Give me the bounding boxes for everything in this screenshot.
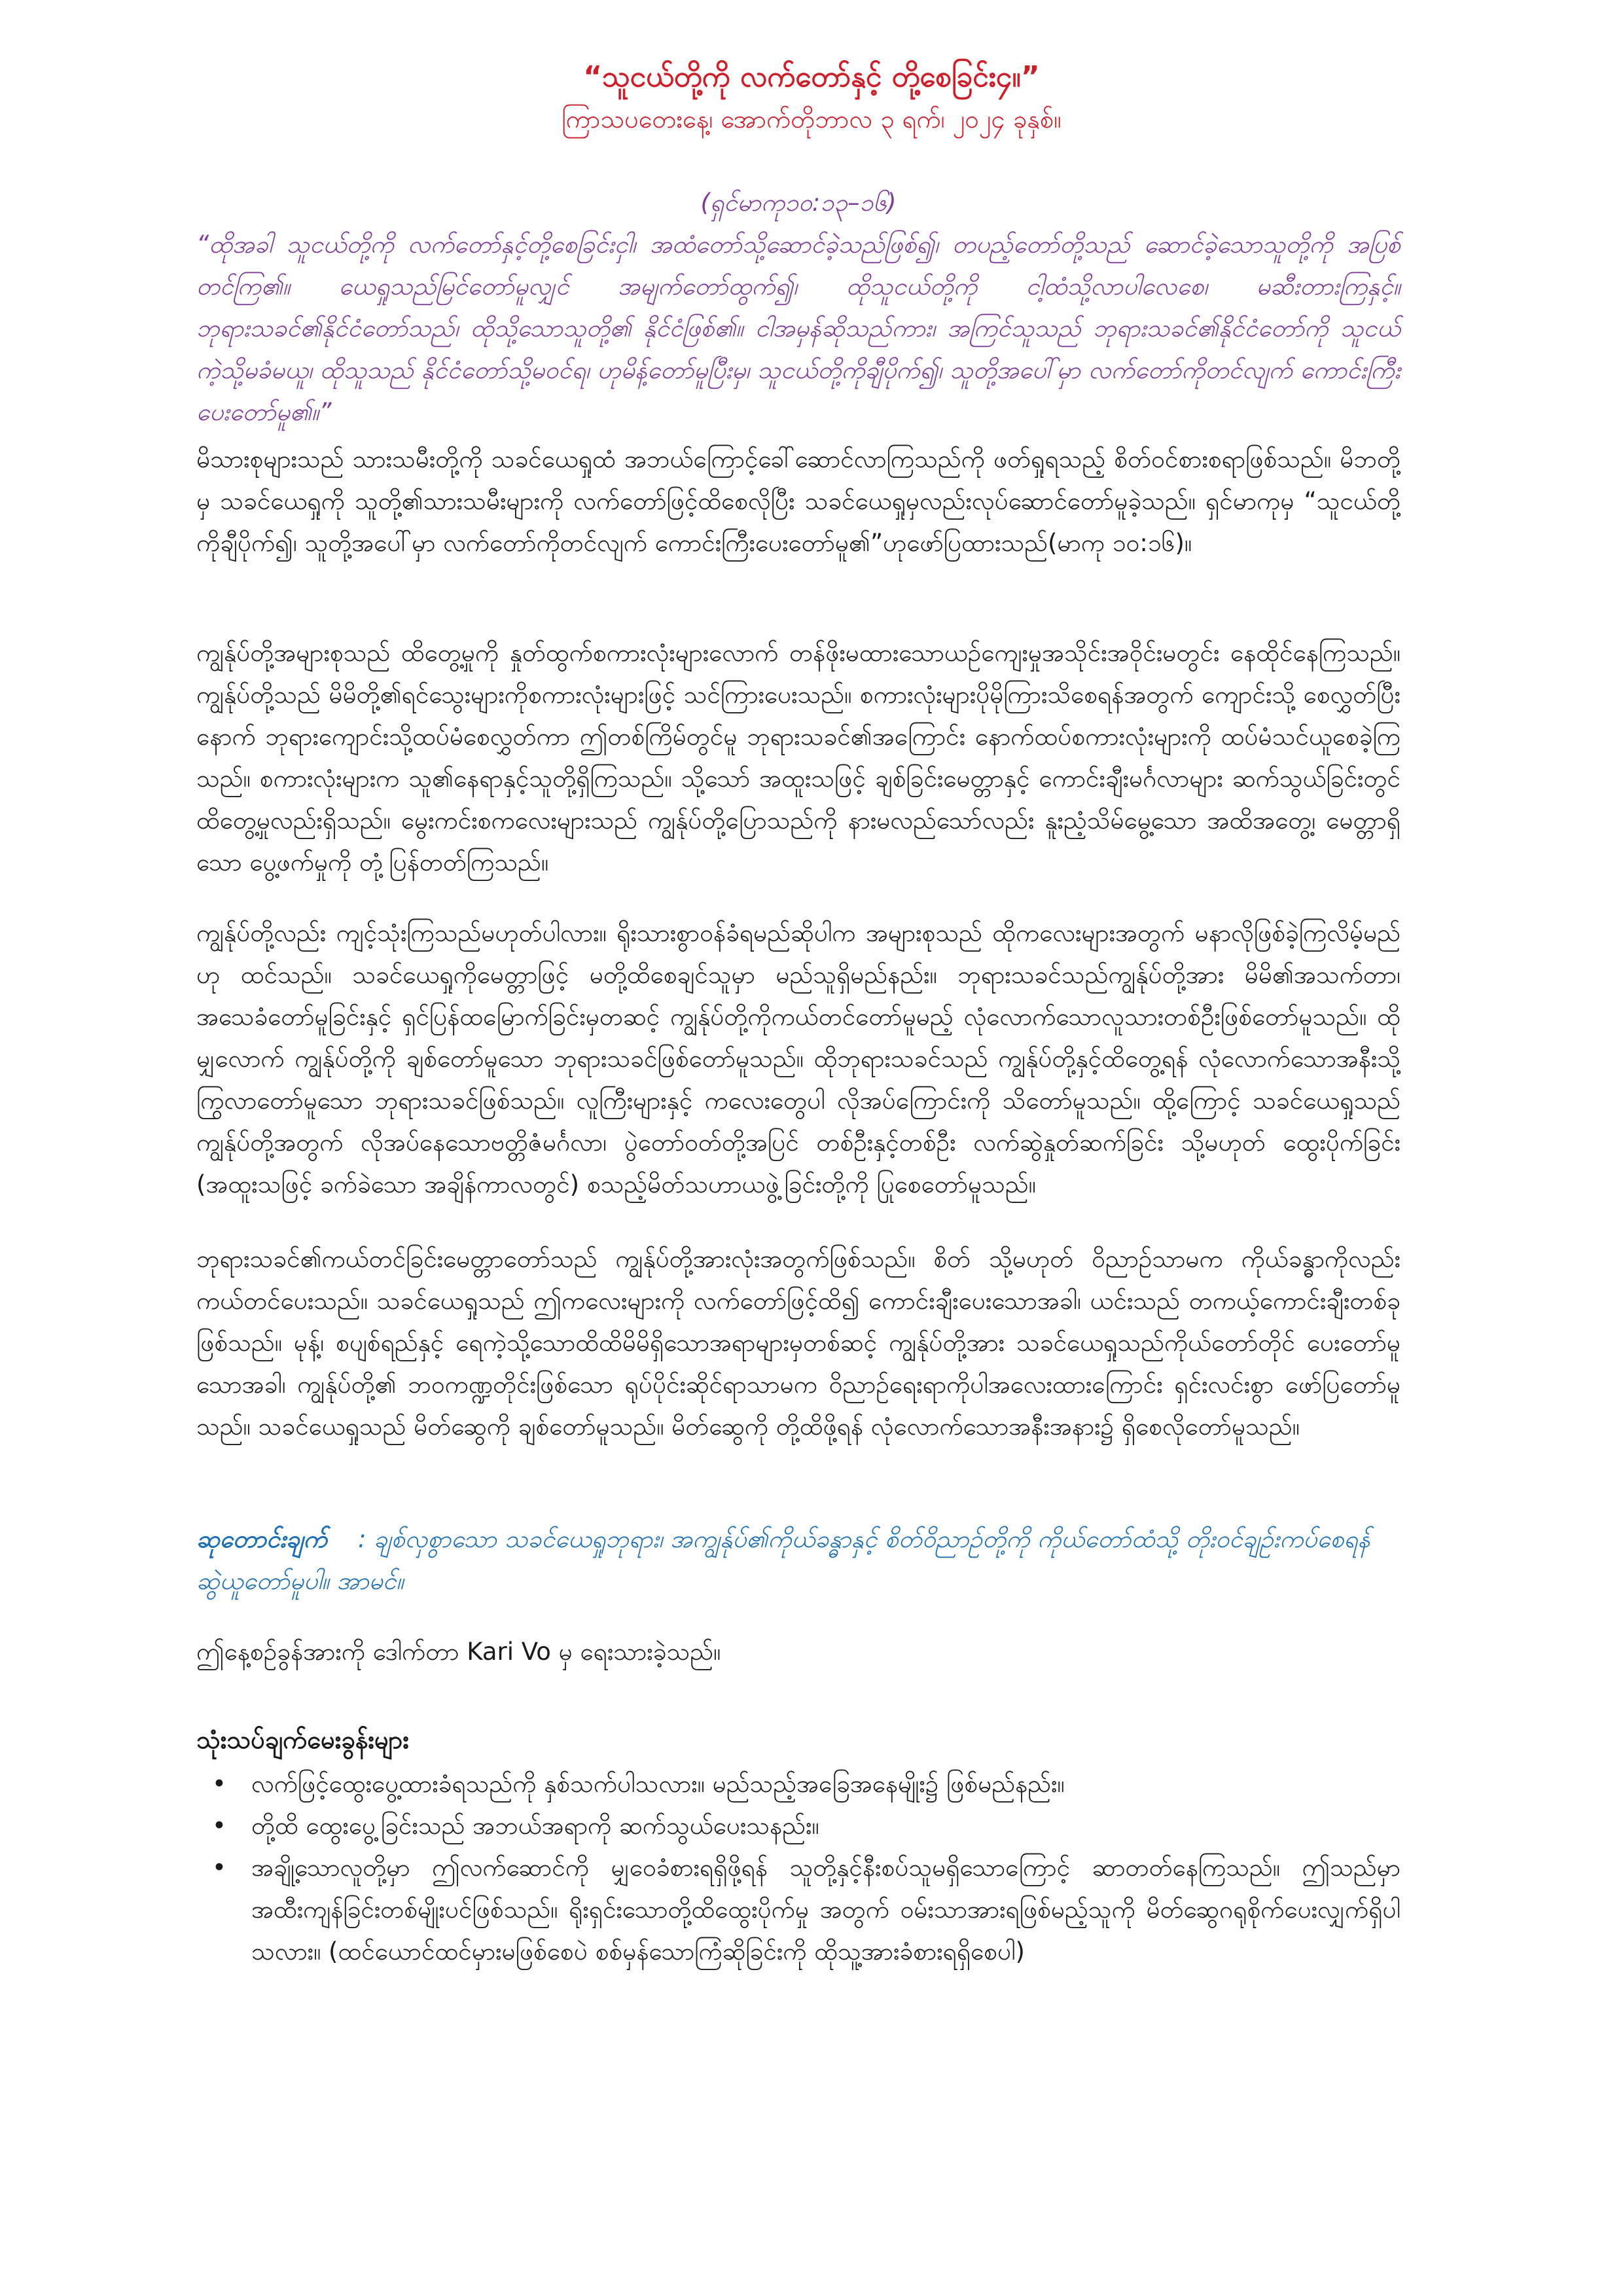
list-item bbox=[196, 1763, 1400, 1805]
bullet-icon: • bbox=[212, 1812, 226, 1840]
questions-heading: သုံးသပ်ချက်မေးခွန်းများ bbox=[196, 1725, 410, 1754]
body-paragraph: ဘုရားသခင်၏ကယ်တင်ခြင်းမေတ္တာတော်သည် ကျွန်ုပ်တို့အားလုံးအတွက်ဖြစ်သည်။ စိတ် သို့မဟုတ် ဝိညာဉ်သာမက ကိုယ်ခန္ဓာကိုလည်း ကယ်တင်ပေးသည်။ သခင်ယေရှုသည် ဤကလေးများကို လက်တော်ဖြင့်ထိ၍ ကောင်းချီးပေးသောအခါ၊ ယင်းသည် တကယ့်ကောင်းချီးတစ်ခုဖြစ်သည်။ မုန့်၊ စပျစ်ရည်နှင့် ရေကဲ့သို့သောထိထိမိမိရှိသောအရာများမှတစ်ဆင့် ကျွန်ုပ်တို့အား သခင်ယေရှုသည်ကိုယ်တော်တိုင် ပေးတော်မူသောအခါ၊ ကျွန်ုပ်တို့၏ ဘဝကဏ္ဍတိုင်းဖြစ်သော ရုပ်ပိုင်းဆိုင်ရာသာမက ဝိညာဉ်ရေးရာကိုပါအလေးထားကြောင်း ရှင်းလင်းစွာ ဖော်ပြတော်မူသည်။ သခင်ယေရှုသည် မိတ်ဆွေကို ချစ်တော်မူသည်။ မိတ်ဆွေကို တို့ထိဖို့ရန် လုံလောက်သောအနီးအနား၌ ရှိစေလိုတော်မူသည်။ bbox=[196, 1245, 1400, 1441]
questions-list bbox=[196, 1763, 1400, 1973]
bullet-icon: • bbox=[212, 1770, 226, 1798]
bullet-icon: • bbox=[212, 1854, 226, 1882]
body-paragraph: ကျွန်ုပ်တို့အများစုသည် ထိတွေ့မှုကို နှုတ်ထွက်စကားလုံးများလောက် တန်ဖိုးမထားသောယဉ်ကျေးမှုအသိုင်းအဝိုင်းမတွင်း နေထိုင်နေကြသည်။ ကျွန်ုပ်တို့သည် မိမိတို့၏ရင်သွေးများကိုစကားလုံးများဖြင့် သင်ကြားပေးသည်။ စကားလုံးများပိုမိုကြားသိစေရန်အတွက် ကျောင်းသို့ စေလွှတ်ပြီး နောက် ဘုရားကျောင်းသို့ထပ်မံစေလွှတ်ကာ ဤတစ်ကြိမ်တွင်မူ ဘုရားသခင်၏အကြောင်း နောက်ထပ်စကားလုံးများကို ထပ်မံသင်ယူစေခဲ့ကြသည်။ စကားလုံးများက သူ၏နေရာနှင့်သူတို့ရှိကြသည်။ သို့သော် အထူးသဖြင့် ချစ်ခြင်းမေတ္တာနှင့် ကောင်းချီးမင်္ဂလာများ ဆက်သွယ်ခြင်းတွင် ထိတွေ့မှုလည်းရှိသည်။ မွေးကင်းစကလေးများသည် ကျွန်ုပ်တို့ပြောသည်ကို နားမလည်သော်လည်း နူးညံ့သိမ်မွေ့သော အထိအတွေ့၊ မေတ္တာရှိသော ပွေ့ဖက်မှုကို တုံ့ပြန်တတ်ကြသည်။ bbox=[196, 639, 1400, 876]
page-title: “သူငယ်တို့ကို လက်တော်နှင့် တို့စေခြင်း၄။” bbox=[583, 60, 1040, 94]
question-text: တို့ထိ ထွေးပွေ့ခြင်းသည် အဘယ်အရာကို ဆက်သွယ်ပေးသနည်း။ bbox=[251, 1812, 819, 1840]
list-item bbox=[196, 1847, 1400, 1973]
question-text: အချို့သောလူတို့မှာ ဤလက်ဆောင်ကို မျှဝေခံစားရရှိဖို့ရန် သူတို့နှင့်နီးစပ်သူမရှိသောကြောင့် ဆာတတ်နေကြသည်။ ဤသည်မှာ အထီးကျန်ခြင်းတစ်မျိုးပင်ဖြစ်သည်။ ရိုးရှင်းသောတို့ထိထွေးပိုက်မှု အတွက် ဝမ်းသာအားရဖြစ်မည့်သူကို မိတ်ဆွေဂရုစိုက်ပေးလျှက်ရှိပါသလား။ (ထင်ယောင်ထင်မှားမဖြစ်စေပဲ စစ်မှန်သောကြံဆိုခြင်းကို ထိုသူ့အားခံစားရရှိစေပါ) bbox=[251, 1854, 1400, 1965]
scripture-block bbox=[196, 182, 1400, 433]
prayer-block bbox=[196, 1518, 1400, 1602]
list-item bbox=[196, 1805, 1400, 1847]
author-line: ဤနေ့စဉ်ခွန်အားကို ဒေါက်တာ Kari Vo မှ ရေးသားခဲ့သည်။ bbox=[196, 1638, 721, 1666]
date-line: ကြာသပတေးနေ့၊ အောက်တိုဘာလ ၃ ရက်၊ ၂၀၂၄ ခုနှစ်။ bbox=[562, 105, 1061, 134]
scripture-reference: (ရှင်မာကု၁၀:၁၃–၁၆) bbox=[700, 188, 897, 217]
question-text: လက်ဖြင့်ထွေးပွေ့ထားခံရသည်ကို နှစ်သက်ပါသလား။ မည်သည့်အခြေအနေမျိုး၌ ဖြစ်မည်နည်း။ bbox=[251, 1770, 1065, 1798]
scripture-quote: “ထိုအခါ သူငယ်တို့ကို လက်တော်နှင့်တို့စေခြင်းငှါ၊ အထံတော်သို့ဆောင်ခဲ့သည်ဖြစ်၍၊ တပည့်တော်တို့သည် ဆောင်ခဲ့သောသူတို့ကို အပြစ် တင်ကြ၏။ ယေရှုသည်မြင်တော်မူလျှင် အမျက်တော်ထွက်၍၊ ထိုသူငယ်တို့ကို ငါ့ထံသို့လာပါလေစေ၊ မဆီးတားကြနှင့်။ ဘုရားသခင်၏နိုင်ငံတော်သည်၊ ထိုသို့သောသူတို့၏ နိုင်ငံဖြစ်၏။ ငါအမှန်ဆိုသည်ကား၊ အကြင်သူသည် ဘုရားသခင်၏နိုင်ငံတော်ကို သူငယ်ကဲ့သို့မခံမယူ၊ ထိုသူသည် နိုင်ငံတော်သို့မဝင်ရ၊ ဟုမိန့်တော်မူပြီးမှ၊ သူငယ်တို့ကိုချီပိုက်၍၊ သူတို့အပေါ်မှာ လက်တော်ကိုတင်လျက် ကောင်းကြီးပေးတော်မူ၏။” bbox=[196, 230, 1400, 426]
prayer-label: ဆုတောင်းချက် bbox=[196, 1525, 327, 1553]
prayer-text: : ချစ်လှစွာသော သခင်ယေရှုဘုရား၊ အကျွန်ုပ်၏ကိုယ်ခန္ဓာနှင့် စိတ်ဝိညာဉ်တို့ကို ကိုယ်တော်ထံသို့ တိုးဝင်ချဉ်းကပ်စေရန် ဆွဲယူတော်မူပါ။ အာမင်။ bbox=[196, 1525, 1370, 1595]
body-paragraph: မိသားစုများသည် သားသမီးတို့ကို သခင်ယေရှုထံ အဘယ်ကြောင့်ခေါ်ဆောင်လာကြသည်ကို ဖတ်ရှုရသည့် စိတ်ဝင်စားစရာဖြစ်သည်။ မိဘတို့မှ သခင်ယေရှုကို သူတို့၏သားသမီးများကို လက်တော်ဖြင့်ထိစေလိုပြီး သခင်ယေရှုမှလည်းလုပ်ဆောင်တော်မူခဲ့သည်။ ရှင်မာကုမှ “သူငယ်တို့ကိုချီပိုက်၍၊ သူတို့အပေါ်မှာ လက်တော်ကိုတင်လျက် ကောင်းကြီးပေးတော်မူ၏”ဟုဖော်ပြထားသည်(မာကု ၁၀:၁၆)။ bbox=[196, 445, 1400, 557]
body-paragraph: ကျွန်ုပ်တို့လည်း ကျင့်သုံးကြသည်မဟုတ်ပါလား။ ရိုးသားစွာဝန်ခံရမည်ဆိုပါက အများစုသည် ထိုကလေးများအတွက် မနာလိုဖြစ်ခဲ့ကြလိမ့်မည်ဟု ထင်သည်။ သခင်ယေရှုကိုမေတ္တာဖြင့် မတို့ထိစေချင်သူမှာ မည်သူရှိမည်နည်း။ ဘုရားသခင်သည်ကျွန်ုပ်တို့အား မိမိ၏အသက်တာ၊ အသေခံတော်မူခြင်းနှင့် ရှင်ပြန်ထမြောက်ခြင်းမှတဆင့် ကျွန်ုပ်တို့ကိုကယ်တင်တော်မူမည့် လုံလောက်သောလူသားတစ်ဦးဖြစ်တော်မူသည်။ ထိုမျှလောက် ကျွန်ုပ်တို့ကို ချစ်တော်မူသော ဘုရားသခင်ဖြစ်တော်မူသည်။ ထိုဘုရားသခင်သည် ကျွန်ုပ်တို့နှင့်ထိတွေ့ရန် လုံလောက်သောအနီးသို့ ကြွလာတော်မူသော ဘုရားသခင်ဖြစ်သည်။ လူကြီးများနှင့် ကလေးတွေပါ လိုအပ်ကြောင်းကို သိတော်မူသည်။ ထို့ကြောင့် သခင်ယေရှုသည် ကျွန်ုပ်တို့အတွက် လိုအပ်နေသောဗတ္တိဇံမင်္ဂလာ၊ ပွဲတော်ဝတ်တို့အပြင် တစ်ဦးနှင့်တစ်ဦး လက်ဆွဲနှုတ်ဆက်ခြင်း သို့မဟုတ် ထွေးပိုက်ခြင်း (အထူးသဖြင့် ခက်ခဲသော အချိန်ကာလတွင်) စသည့်မိတ်သဟာယဖွဲ့ခြင်းတို့ကို ပြုစေတော်မူသည်။ bbox=[196, 919, 1400, 1198]
